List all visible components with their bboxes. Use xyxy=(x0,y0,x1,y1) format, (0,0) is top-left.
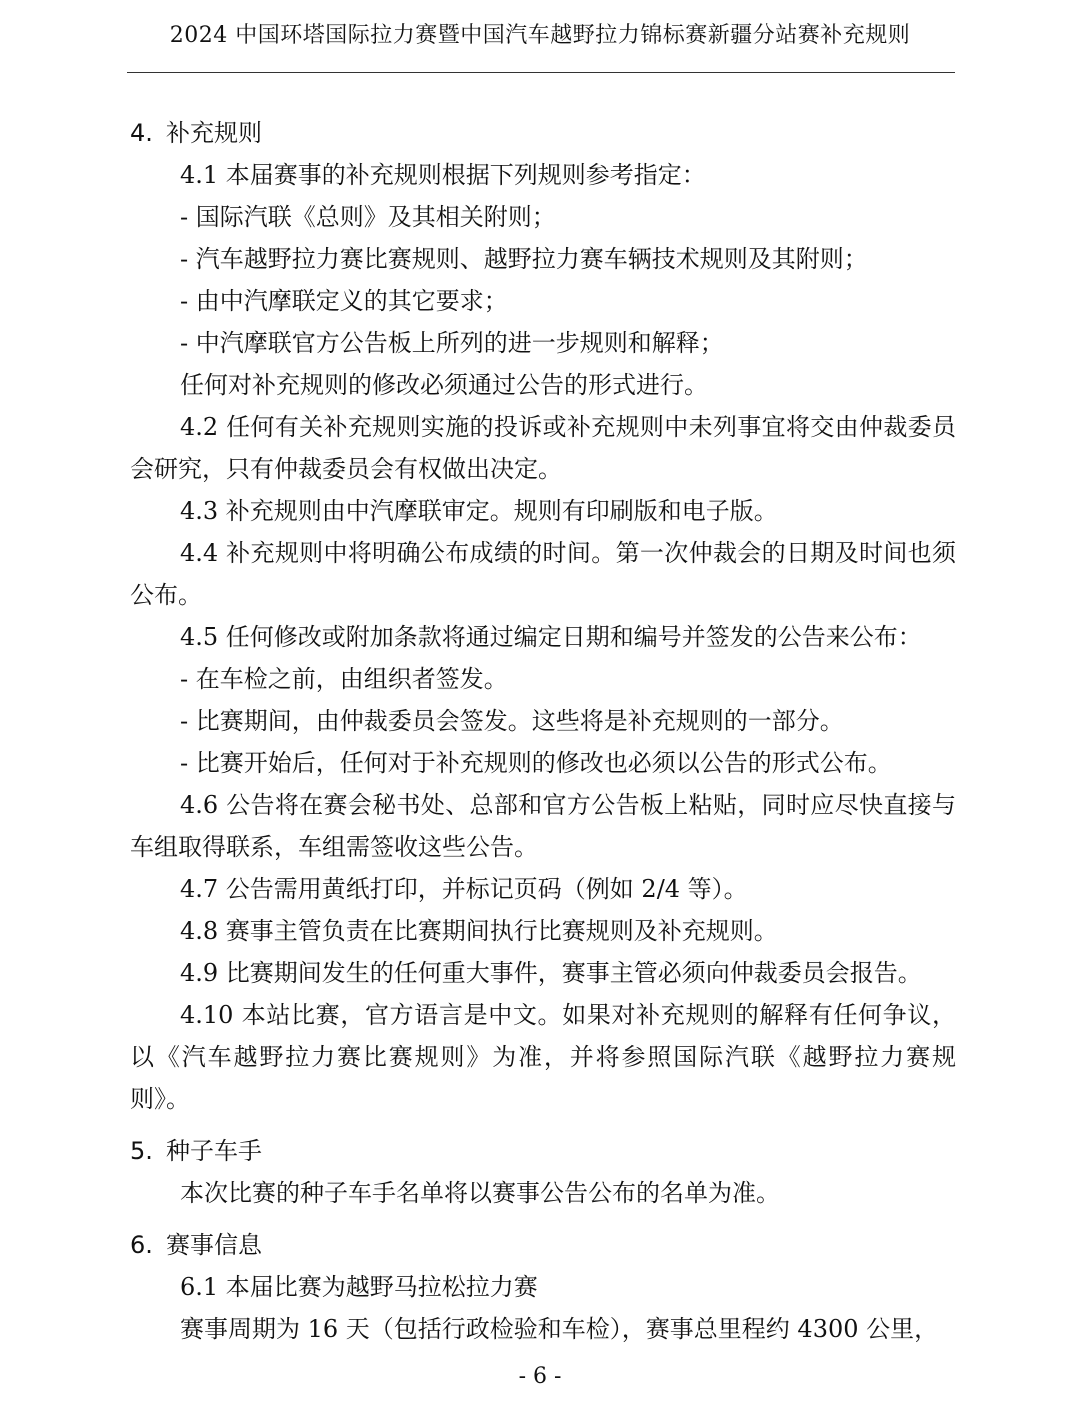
bullet-item: - 中汽摩联官方公告板上所列的进一步规则和解释； xyxy=(180,329,724,357)
paragraph: 4.4 补充规则中将明确公布成绩的时间。第一次仲裁会的日期及时间也须公布。 xyxy=(130,539,956,609)
paragraph: 4.9 比赛期间发生的任何重大事件，赛事主管必须向仲裁委员会报告。 xyxy=(180,959,922,987)
section-title: 种子车手 xyxy=(166,1137,262,1165)
section-title: 补充规则 xyxy=(166,119,262,147)
section-number: 6. xyxy=(130,1231,153,1259)
section-number: 5. xyxy=(130,1137,153,1165)
paragraph: 4.2 任何有关补充规则实施的投诉或补充规则中未列事宜将交由仲裁委员会研究，只有仲裁委员会有权做出决定。 xyxy=(130,413,956,483)
section-heading xyxy=(130,1224,956,1266)
paragraph: 4.7 公告需用黄纸打印，并标记页码（例如 2/4 等）。 xyxy=(180,875,748,903)
page-header: 2024 中国环塔国际拉力赛暨中国汽车越野拉力锦标赛新疆分站赛补充规则 xyxy=(169,23,911,48)
paragraph: 4.5 任何修改或附加条款将通过编定日期和编号并签发的公告来公布： xyxy=(180,623,922,651)
paragraph: 任何对补充规则的修改必须通过公告的形式进行。 xyxy=(180,371,708,399)
paragraph: 本次比赛的种子车手名单将以赛事公告公布的名单为准。 xyxy=(180,1179,780,1207)
paragraph: 4.10 本站比赛，官方语言是中文。如果对补充规则的解释有任何争议，以《汽车越野拉力赛比赛规则》为准，并将参照国际汽联《越野拉力赛规则》。 xyxy=(130,1001,956,1113)
header-divider xyxy=(127,72,955,73)
bullet-item: - 在车检之前，由组织者签发。 xyxy=(180,665,508,693)
section-number: 4. xyxy=(130,119,153,147)
paragraph: 4.3 补充规则由中汽摩联审定。规则有印刷版和电子版。 xyxy=(180,497,778,525)
bullet-item: - 国际汽联《总则》及其相关附则； xyxy=(180,203,556,231)
paragraph: 4.8 赛事主管负责在比赛期间执行比赛规则及补充规则。 xyxy=(180,917,778,945)
document-body xyxy=(130,112,956,1350)
paragraph: 4.1 本届赛事的补充规则根据下列规则参考指定： xyxy=(180,161,706,189)
bullet-item: - 汽车越野拉力赛比赛规则、越野拉力赛车辆技术规则及其附则； xyxy=(180,245,868,273)
page-number: - 6 - xyxy=(518,1364,562,1389)
section-title: 赛事信息 xyxy=(166,1231,262,1259)
paragraph: 4.6 公告将在赛会秘书处、总部和官方公告板上粘贴，同时应尽快直接与车组取得联系，车组需签收这些公告。 xyxy=(130,791,956,861)
bullet-item: - 比赛期间，由仲裁委员会签发。这些将是补充规则的一部分。 xyxy=(180,707,844,735)
bullet-item: - 比赛开始后，任何对于补充规则的修改也必须以公告的形式公布。 xyxy=(180,749,892,777)
paragraph: 赛事周期为 16 天（包括行政检验和车检），赛事总里程约 4300 公里， xyxy=(180,1315,939,1343)
section-heading xyxy=(130,112,956,154)
section-heading xyxy=(130,1130,956,1172)
bullet-item: - 由中汽摩联定义的其它要求； xyxy=(180,287,508,315)
paragraph: 6.1 本届比赛为越野马拉松拉力赛 xyxy=(180,1273,538,1301)
